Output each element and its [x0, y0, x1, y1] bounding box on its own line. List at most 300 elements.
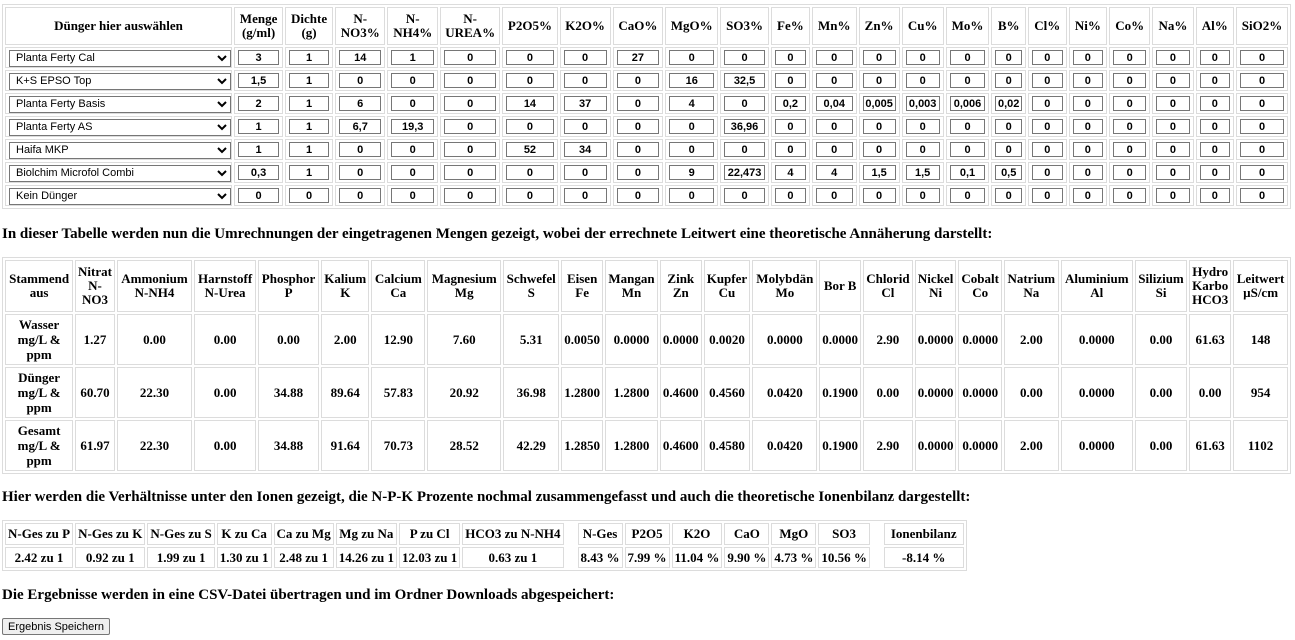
value-input[interactable] — [995, 142, 1022, 157]
value-input[interactable] — [669, 96, 714, 111]
value-cell — [1152, 162, 1193, 183]
value-input[interactable] — [775, 119, 806, 134]
fertilizer-row — [5, 162, 1288, 183]
value-input[interactable] — [669, 142, 714, 157]
value-cell — [1028, 162, 1067, 183]
header-text: Al — [1090, 285, 1104, 300]
value-input[interactable] — [289, 50, 329, 65]
value-input[interactable] — [1073, 188, 1104, 203]
value-input[interactable] — [816, 188, 853, 203]
value-input[interactable] — [617, 188, 659, 203]
value-input[interactable] — [506, 96, 553, 111]
value-input[interactable] — [1156, 165, 1189, 180]
value-cell — [771, 162, 810, 183]
value-input[interactable] — [906, 119, 940, 134]
value-cell — [234, 139, 283, 160]
value-input[interactable] — [775, 96, 806, 111]
value-input[interactable] — [1032, 165, 1063, 180]
value-cell: 0.00 — [194, 367, 256, 418]
value-input[interactable] — [775, 73, 806, 88]
value-input[interactable] — [995, 50, 1022, 65]
value-cell: 0.00 — [1135, 314, 1187, 365]
value-cell — [502, 139, 557, 160]
value-cell — [234, 185, 283, 206]
header-text: Cobalt — [961, 271, 999, 286]
value-input[interactable] — [995, 73, 1022, 88]
value-input[interactable] — [1113, 96, 1146, 111]
value-input[interactable] — [1073, 119, 1104, 134]
value-cell — [720, 185, 769, 206]
ratio-value: 12.03 zu 1 — [399, 547, 460, 568]
value-cell — [1152, 47, 1193, 68]
value-input[interactable] — [1156, 119, 1189, 134]
value-input[interactable] — [1200, 119, 1231, 134]
value-input[interactable] — [995, 188, 1022, 203]
header-text: Calcium — [374, 271, 422, 286]
value-input[interactable] — [816, 119, 853, 134]
value-cell — [1028, 139, 1067, 160]
save-result-button[interactable]: Ergebnis Speichern — [2, 618, 110, 635]
conversion-table — [2, 257, 1291, 474]
header-text: Molybdän — [756, 271, 814, 286]
fertilizer-select[interactable] — [9, 188, 231, 205]
header-text: Nitrat — [78, 264, 112, 279]
col-header — [1189, 260, 1231, 312]
value-cell: 0.0020 — [704, 314, 751, 365]
value-input[interactable] — [1200, 188, 1231, 203]
value-input[interactable] — [1113, 119, 1146, 134]
value-input[interactable] — [816, 142, 853, 157]
value-cell — [1109, 139, 1150, 160]
value-cell: 0.00 — [194, 314, 256, 365]
value-cell: 34.88 — [258, 367, 319, 418]
header-text: Mg — [454, 285, 474, 300]
value-input[interactable] — [669, 119, 714, 134]
value-input[interactable] — [906, 142, 940, 157]
value-input[interactable] — [1032, 96, 1063, 111]
conversion-row — [5, 420, 1288, 471]
value-cell — [902, 93, 944, 114]
fertilizer-select[interactable] — [9, 50, 231, 67]
value-input[interactable] — [863, 142, 896, 157]
value-input[interactable] — [724, 119, 765, 134]
fertilizer-select[interactable] — [9, 119, 231, 136]
header-text: Stammend — [9, 271, 70, 286]
conversion-row — [5, 367, 1288, 418]
value-input[interactable] — [564, 50, 607, 65]
value-input[interactable] — [506, 165, 553, 180]
value-cell: 42.29 — [503, 420, 559, 471]
value-cell: 1.27 — [75, 314, 115, 365]
value-input[interactable] — [238, 142, 279, 157]
value-cell — [771, 47, 810, 68]
row-label-text: ppm — [26, 453, 52, 468]
value-input[interactable] — [1032, 50, 1063, 65]
value-cell — [991, 47, 1026, 68]
value-input[interactable] — [995, 119, 1022, 134]
ratio-label: Ca zu Mg — [274, 523, 334, 545]
value-input[interactable] — [1156, 96, 1189, 111]
value-cell: 22.30 — [117, 420, 192, 471]
value-cell — [613, 47, 663, 68]
value-input[interactable] — [1156, 73, 1189, 88]
value-cell — [1236, 116, 1288, 137]
value-cell — [285, 162, 333, 183]
value-cell — [1069, 47, 1108, 68]
col-header: Dünger hier auswählen — [5, 7, 232, 45]
value-cell: 0.0000 — [1061, 420, 1133, 471]
value-input[interactable] — [391, 96, 433, 111]
value-input[interactable] — [617, 142, 659, 157]
value-cell — [285, 116, 333, 137]
row-label — [5, 367, 73, 418]
value-input[interactable] — [289, 96, 329, 111]
value-cell — [234, 70, 283, 91]
value-cell: 2.00 — [321, 314, 369, 365]
value-input[interactable] — [444, 73, 496, 88]
value-input[interactable] — [724, 96, 765, 111]
header-text: Si — [1155, 285, 1167, 300]
value-input[interactable] — [1200, 73, 1231, 88]
value-input[interactable] — [950, 50, 986, 65]
value-input[interactable] — [339, 165, 381, 180]
value-input[interactable] — [339, 119, 381, 134]
value-input[interactable] — [617, 119, 659, 134]
value-input[interactable] — [816, 73, 853, 88]
value-input[interactable] — [775, 165, 806, 180]
value-input[interactable] — [1032, 119, 1063, 134]
value-input[interactable] — [816, 165, 853, 180]
value-cell — [859, 70, 900, 91]
value-input[interactable] — [339, 142, 381, 157]
value-input[interactable] — [238, 165, 279, 180]
value-input[interactable] — [506, 119, 553, 134]
value-input[interactable] — [816, 50, 853, 65]
value-input[interactable] — [617, 73, 659, 88]
value-cell — [771, 116, 810, 137]
value-cell — [1196, 116, 1235, 137]
percent-label: CaO — [724, 523, 769, 545]
value-input[interactable] — [238, 73, 279, 88]
value-input[interactable] — [775, 50, 806, 65]
value-input[interactable] — [669, 165, 714, 180]
value-cell — [440, 70, 500, 91]
value-input[interactable] — [564, 165, 607, 180]
header-text: Zink — [667, 271, 695, 286]
value-input[interactable] — [724, 50, 765, 65]
value-input[interactable] — [1200, 50, 1231, 65]
header-text: Kupfer — [706, 271, 748, 286]
value-cell — [991, 93, 1026, 114]
value-input[interactable] — [906, 50, 940, 65]
fertilizer-select[interactable] — [9, 96, 231, 113]
value-cell: 0.0000 — [958, 420, 1002, 471]
value-input[interactable] — [1073, 165, 1104, 180]
value-input[interactable] — [669, 188, 714, 203]
col-header — [117, 260, 192, 312]
value-cell — [946, 70, 990, 91]
value-input[interactable] — [1113, 73, 1146, 88]
value-cell — [387, 47, 437, 68]
fertilizer-table-header — [5, 7, 1288, 45]
value-input[interactable] — [950, 165, 986, 180]
value-input[interactable] — [238, 188, 279, 203]
value-cell — [1069, 139, 1108, 160]
col-header — [75, 260, 115, 312]
value-input[interactable] — [444, 96, 496, 111]
value-input[interactable] — [1156, 188, 1189, 203]
value-input[interactable] — [506, 142, 553, 157]
col-header — [371, 260, 425, 312]
value-input[interactable] — [506, 50, 553, 65]
value-cell: 1.2850 — [561, 420, 603, 471]
value-cell: 148 — [1233, 314, 1288, 365]
value-cell: 0.0000 — [958, 367, 1002, 418]
value-cell — [1069, 93, 1108, 114]
value-input[interactable] — [289, 165, 329, 180]
ion-balance-label: Ionenbilanz — [884, 523, 964, 545]
ratio-value: 14.26 zu 1 — [336, 547, 397, 568]
value-cell — [1196, 47, 1235, 68]
value-cell — [335, 116, 385, 137]
value-input[interactable] — [617, 165, 659, 180]
value-input[interactable] — [444, 142, 496, 157]
value-cell — [502, 47, 557, 68]
value-input[interactable] — [339, 96, 381, 111]
value-input[interactable] — [724, 73, 765, 88]
value-cell — [502, 70, 557, 91]
value-input[interactable] — [564, 73, 607, 88]
value-input[interactable] — [1032, 73, 1063, 88]
value-cell: 0.0000 — [1061, 314, 1133, 365]
value-cell — [720, 47, 769, 68]
value-cell — [285, 47, 333, 68]
value-input[interactable] — [506, 73, 553, 88]
value-input[interactable] — [775, 142, 806, 157]
value-input[interactable] — [906, 165, 940, 180]
value-cell — [1196, 162, 1235, 183]
col-header: SiO2% — [1236, 7, 1288, 45]
col-header: Fe% — [771, 7, 810, 45]
value-input[interactable] — [1240, 165, 1284, 180]
value-cell — [1109, 162, 1150, 183]
value-input[interactable] — [775, 188, 806, 203]
value-cell — [991, 162, 1026, 183]
value-cell: 2.00 — [1004, 314, 1059, 365]
value-input[interactable] — [863, 165, 896, 180]
value-input[interactable] — [1073, 96, 1104, 111]
col-header — [258, 260, 319, 312]
value-input[interactable] — [863, 188, 896, 203]
fertilizer-select[interactable] — [9, 142, 231, 159]
value-input[interactable] — [238, 50, 279, 65]
percent-value: 9.90 % — [724, 547, 769, 568]
value-input[interactable] — [289, 119, 329, 134]
value-input[interactable] — [564, 119, 607, 134]
value-input[interactable] — [724, 165, 765, 180]
value-cell: 0.00 — [1189, 367, 1231, 418]
value-input[interactable] — [724, 188, 765, 203]
value-input[interactable] — [1032, 188, 1063, 203]
value-input[interactable] — [238, 119, 279, 134]
value-cell: 0.00 — [1004, 367, 1059, 418]
value-cell — [1109, 47, 1150, 68]
value-input[interactable] — [669, 50, 714, 65]
fertilizer-select[interactable] — [9, 165, 231, 182]
header-text: Karbo — [1192, 278, 1229, 293]
value-input[interactable] — [1240, 73, 1284, 88]
value-cell: 0.4600 — [660, 420, 702, 471]
value-input[interactable] — [863, 96, 896, 111]
value-input[interactable] — [339, 188, 381, 203]
value-cell: 0.1900 — [819, 420, 861, 471]
value-cell: 0.00 — [117, 314, 192, 365]
spacer — [566, 547, 576, 568]
value-input[interactable] — [444, 50, 496, 65]
value-cell — [440, 116, 500, 137]
value-cell: 91.64 — [321, 420, 369, 471]
value-cell — [946, 47, 990, 68]
value-input[interactable] — [1113, 50, 1146, 65]
col-header: Na% — [1152, 7, 1193, 45]
value-input[interactable] — [1113, 142, 1146, 157]
value-input[interactable] — [238, 96, 279, 111]
value-cell — [665, 93, 718, 114]
value-input[interactable] — [289, 188, 329, 203]
percent-label: P2O5 — [625, 523, 670, 545]
value-input[interactable] — [1200, 142, 1231, 157]
value-input[interactable] — [950, 119, 986, 134]
value-cell: 1.2800 — [561, 367, 603, 418]
value-cell: 0.0000 — [915, 314, 957, 365]
value-cell — [387, 93, 437, 114]
value-cell — [812, 162, 857, 183]
value-input[interactable] — [391, 73, 433, 88]
value-input[interactable] — [444, 119, 496, 134]
value-input[interactable] — [391, 142, 433, 157]
value-input[interactable] — [863, 73, 896, 88]
value-cell: 0.0000 — [819, 314, 861, 365]
value-cell: 34.88 — [258, 420, 319, 471]
value-input[interactable] — [669, 73, 714, 88]
value-input[interactable] — [1240, 119, 1284, 134]
value-input[interactable] — [1113, 165, 1146, 180]
value-input[interactable] — [391, 50, 433, 65]
value-input[interactable] — [995, 96, 1022, 111]
ratio-value: 1.99 zu 1 — [147, 547, 214, 568]
value-input[interactable] — [339, 73, 381, 88]
col-header — [752, 260, 817, 312]
value-input[interactable] — [506, 188, 553, 203]
value-input[interactable] — [339, 50, 381, 65]
fertilizer-row — [5, 70, 1288, 91]
value-input[interactable] — [950, 188, 986, 203]
value-cell — [771, 93, 810, 114]
col-header — [660, 260, 702, 312]
value-input[interactable] — [1240, 142, 1284, 157]
value-input[interactable] — [564, 142, 607, 157]
value-cell — [902, 162, 944, 183]
value-cell: 0.00 — [194, 420, 256, 471]
ratio-table-values — [5, 547, 964, 568]
value-input[interactable] — [1073, 73, 1104, 88]
value-input[interactable] — [444, 165, 496, 180]
value-input[interactable] — [1156, 50, 1189, 65]
spacer — [566, 523, 576, 545]
value-cell — [613, 162, 663, 183]
value-input[interactable] — [906, 96, 940, 111]
value-input[interactable] — [564, 96, 607, 111]
value-input[interactable] — [444, 188, 496, 203]
value-input[interactable] — [1156, 142, 1189, 157]
value-input[interactable] — [816, 96, 853, 111]
value-input[interactable] — [863, 119, 896, 134]
fertilizer-select[interactable] — [9, 73, 231, 90]
value-input[interactable] — [950, 73, 986, 88]
row-label-text: Wasser — [18, 317, 60, 332]
value-cell — [1069, 185, 1108, 206]
value-input[interactable] — [617, 96, 659, 111]
value-input[interactable] — [1240, 96, 1284, 111]
value-input[interactable] — [391, 165, 433, 180]
col-header — [605, 260, 658, 312]
value-input[interactable] — [950, 96, 986, 111]
value-input[interactable] — [564, 188, 607, 203]
value-cell — [560, 185, 611, 206]
value-input[interactable] — [1240, 188, 1284, 203]
value-input[interactable] — [391, 119, 433, 134]
value-cell — [285, 139, 333, 160]
value-cell — [285, 70, 333, 91]
value-input[interactable] — [391, 188, 433, 203]
value-cell — [991, 185, 1026, 206]
value-input[interactable] — [289, 73, 329, 88]
value-input[interactable] — [1073, 142, 1104, 157]
value-input[interactable] — [950, 142, 986, 157]
value-input[interactable] — [289, 142, 329, 157]
value-cell: 1102 — [1233, 420, 1288, 471]
value-input[interactable] — [1032, 142, 1063, 157]
fertilizer-select-cell — [5, 139, 232, 160]
value-input[interactable] — [1240, 50, 1284, 65]
value-input[interactable] — [724, 142, 765, 157]
row-label-text: mg/L & — [17, 332, 61, 347]
value-cell — [1152, 116, 1193, 137]
header-text: Schwefel — [506, 271, 556, 286]
value-input[interactable] — [906, 188, 940, 203]
header-text: Fe — [575, 285, 589, 300]
value-input[interactable] — [1200, 96, 1231, 111]
ratio-value: 2.42 zu 1 — [5, 547, 73, 568]
ratio-label: P zu Cl — [399, 523, 460, 545]
value-cell: 0.0420 — [752, 420, 817, 471]
value-cell — [859, 139, 900, 160]
value-input[interactable] — [1073, 50, 1104, 65]
conversion-description: In dieser Tabelle werden nun die Umrechnungen der eingetragenen Mengen gezeigt, wobei der errechnete Leitwert eine theoretische Annäherung darstellt: — [2, 226, 993, 242]
value-input[interactable] — [995, 165, 1022, 180]
row-label-text: mg/L & — [17, 438, 61, 453]
value-input[interactable] — [1200, 165, 1231, 180]
value-cell — [1028, 47, 1067, 68]
ratio-label: K zu Ca — [217, 523, 272, 545]
value-input[interactable] — [617, 50, 659, 65]
value-cell — [665, 139, 718, 160]
value-cell — [613, 116, 663, 137]
value-input[interactable] — [863, 50, 896, 65]
value-input[interactable] — [906, 73, 940, 88]
value-cell — [991, 116, 1026, 137]
value-input[interactable] — [1113, 188, 1146, 203]
